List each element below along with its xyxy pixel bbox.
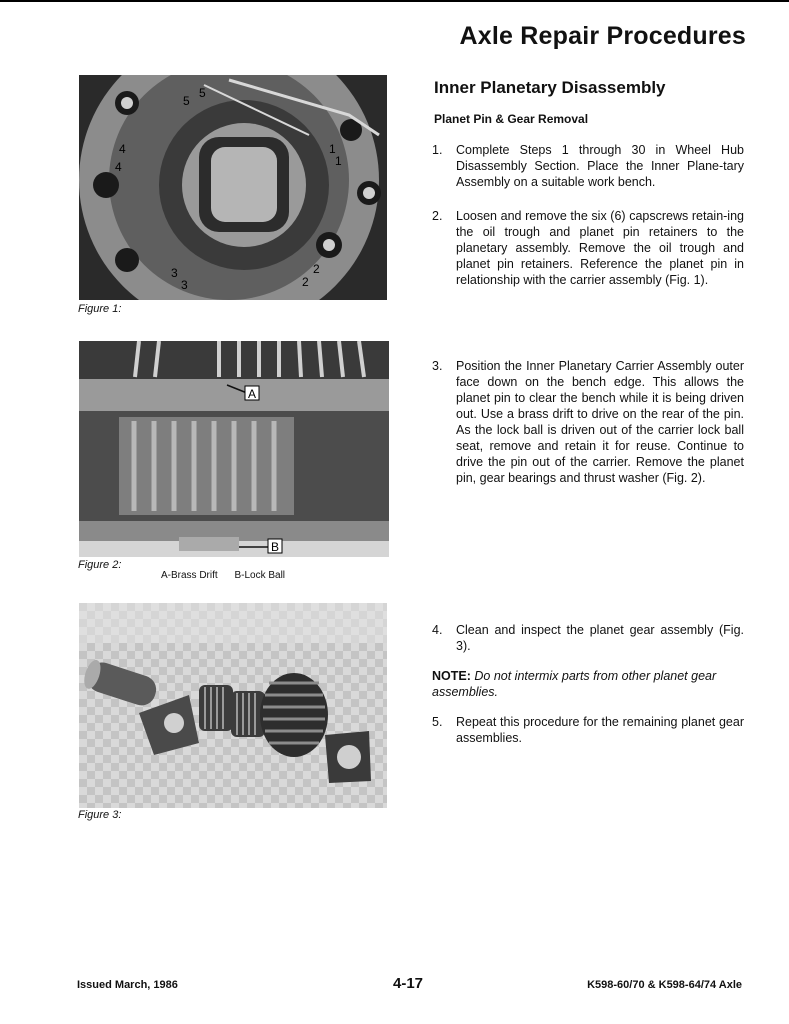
fig1-callout-1a: 1 (329, 142, 336, 156)
figure-2-caption: Figure 2: (78, 559, 122, 571)
steps-group-1 (432, 142, 744, 288)
step-5-number: 5. (432, 715, 443, 729)
figure-1-photo (79, 75, 387, 300)
footer-issue-date: Issued March, 1986 (77, 979, 178, 991)
step-4-text: Clean and inspect the planet gear assembly (Fig. 3). (456, 623, 744, 653)
note-text: Do not intermix parts from other planet gear assemblies. (432, 669, 717, 699)
steps-group-4 (432, 714, 744, 746)
top-rule (0, 0, 789, 2)
step-2 (432, 208, 744, 288)
note-label: NOTE: (432, 669, 471, 683)
figure-3-caption: Figure 3: (78, 809, 122, 821)
note (432, 668, 744, 700)
step-2-number: 2. (432, 209, 443, 223)
figure-2-legend (161, 570, 299, 581)
fig2-callout-a: A (248, 387, 257, 401)
figure-3-photo (79, 603, 387, 808)
fig1-callout-2a: 2 (313, 262, 320, 276)
step-4-number: 4. (432, 623, 443, 637)
legend-lock-ball: B-Lock Ball (234, 570, 286, 581)
step-3-number: 3. (432, 359, 443, 373)
page-title: Axle Repair Procedures (459, 22, 746, 50)
step-3-text: Position the Inner Planetary Carrier Assembly outer face down on the bench edge. This allows the planet pin to clear the bench while it is being driven out. Use a brass drift to drive on the rear of the pin. As the lock ball is driven out of the carrier lock ball seat, remove and retain it for reuse. Continue to drive the pin out of the carrier. Remove the planet pin, gear bearings and thrust washer (Fig. 2). (456, 359, 744, 485)
steps-group-3 (432, 622, 744, 654)
footer-page-number: 4-17 (393, 975, 424, 992)
fig1-callout-3a: 3 (171, 266, 178, 280)
sub-title: Planet Pin & Gear Removal (434, 112, 589, 126)
fig1-callout-2b: 2 (302, 275, 309, 289)
fig1-callout-3b: 3 (181, 278, 188, 292)
step-4 (432, 622, 744, 654)
step-5 (432, 714, 744, 746)
fig1-callout-4a: 4 (119, 142, 126, 156)
fig1-callout-1b: 1 (335, 154, 342, 168)
fig2-callout-b: B (271, 540, 280, 554)
figure-2-photo (79, 341, 389, 557)
step-5-text: Repeat this procedure for the remaining planet gear assemblies. (456, 715, 744, 745)
footer-model: K598-60/70 & K598-64/74 Axle (587, 979, 742, 991)
section-title: Inner Planetary Disassembly (434, 78, 666, 97)
fig1-callout-5a: 5 (183, 94, 190, 108)
step-1 (432, 142, 744, 190)
fig1-callout-5b: 5 (199, 86, 206, 100)
step-2-text: Loosen and remove the six (6) capscrews retain-ing the oil trough and planet pin retainers to the planetary assembly. Remove the oil trough and planet pin retainers. Reference the planet pin in relationship with the carrier assembly (Fig. 1). (456, 209, 744, 287)
steps-group-2 (432, 358, 744, 486)
step-3 (432, 358, 744, 486)
fig1-callout-4b: 4 (115, 160, 122, 174)
legend-brass-drift: A-Brass Drift (161, 570, 218, 581)
step-1-text: Complete Steps 1 through 30 in Wheel Hub Disassembly Section. Place the Inner Plane-tary Assembly on a suitable work bench. (456, 143, 744, 189)
step-1-number: 1. (432, 143, 443, 157)
figure-1-caption: Figure 1: (78, 303, 122, 315)
